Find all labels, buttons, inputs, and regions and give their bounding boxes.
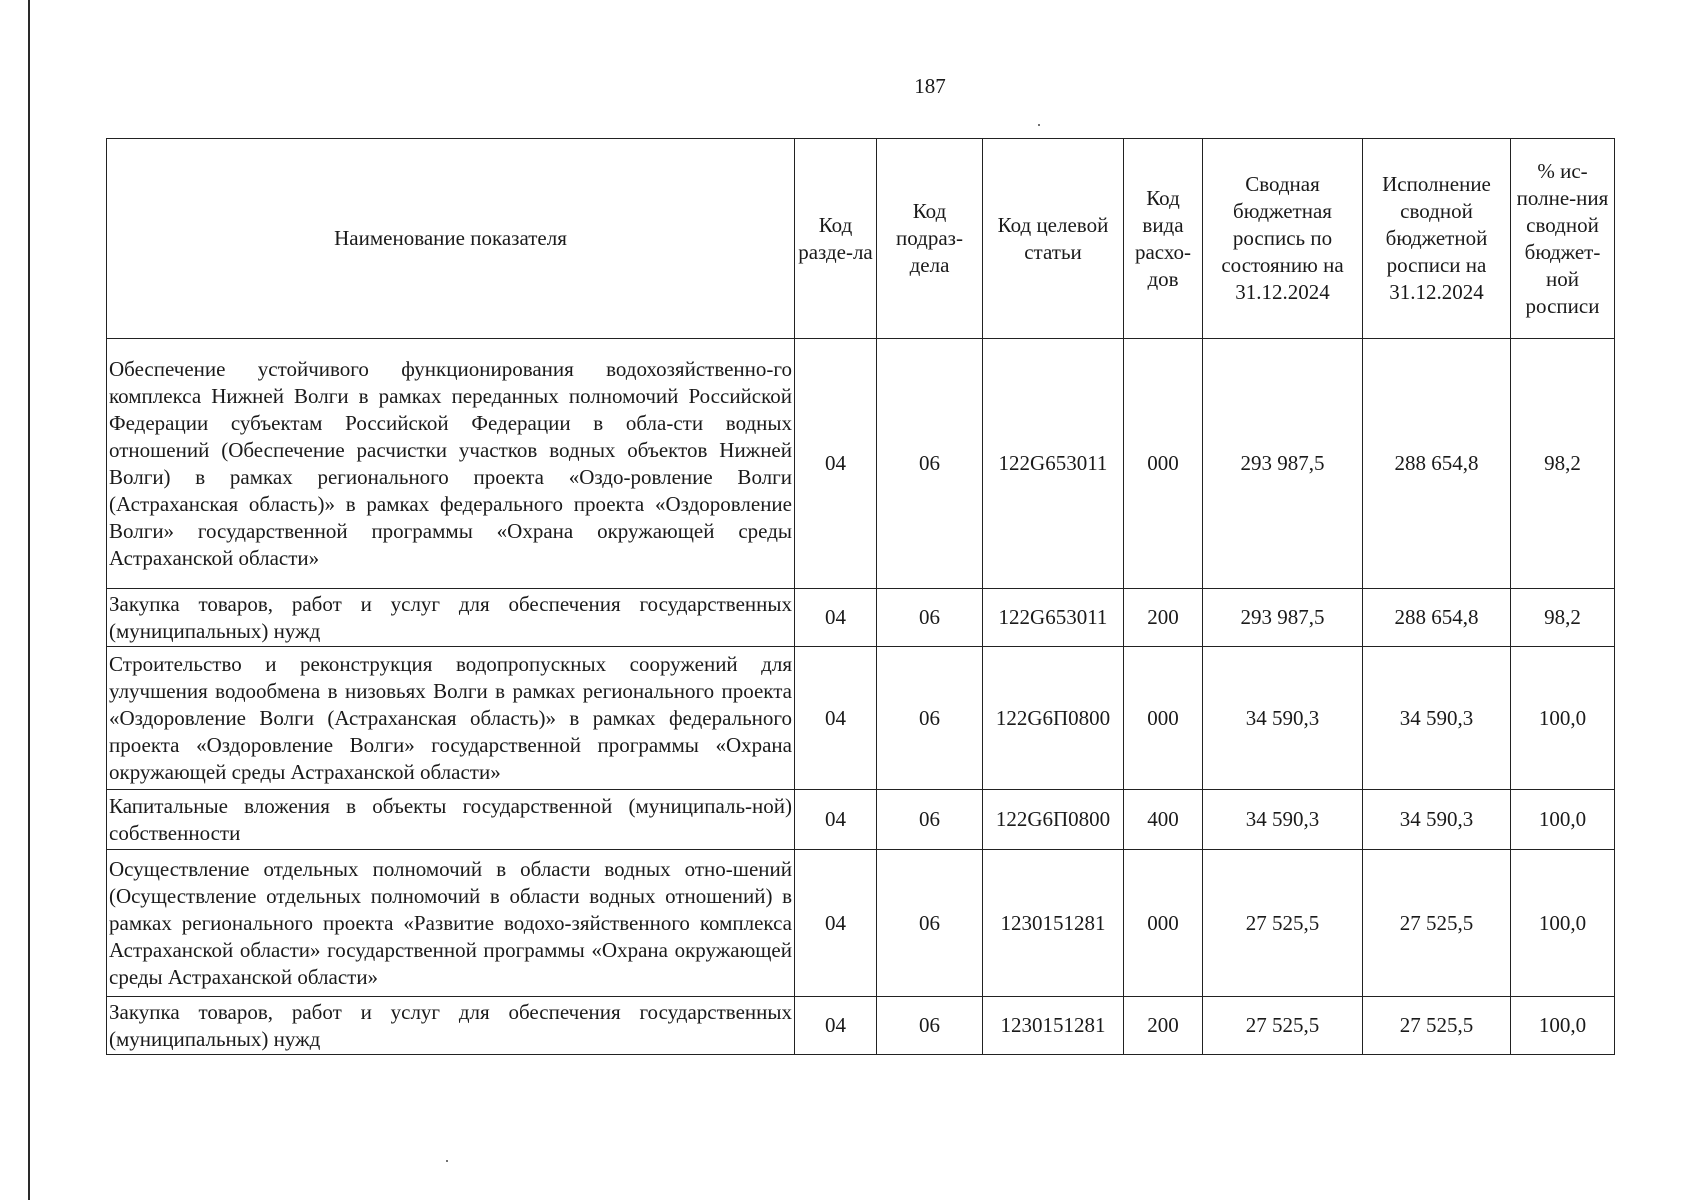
row-kind: 000 [1124,647,1203,790]
row-name: Обеспечение устойчивого функционирования водохозяйственно-го комплекса Нижней Волги в рамках переданных полномочий Российской Федерации субъектам Российской Федерации в обла-сти водных отношений (Обеспечение расчистки участков водных объектов Нижней Волги) в рамках регионального проекта «Оздо-ровление Волги (Астраханская область)» в рамках федерального проекта «Оздоровление Волги» государственной программы «Охрана окружающей среды Астраханской области» [107,339,795,589]
header-expense-kind: Код вида расхо-дов [1124,139,1203,339]
header-execution: Исполнение сводной бюджетной росписи на 31.12.2024 [1363,139,1511,339]
row-target: 122G6П0800 [983,647,1124,790]
row-subsection: 06 [877,647,983,790]
row-plan: 27 525,5 [1203,997,1363,1055]
row-plan: 293 987,5 [1203,339,1363,589]
row-name: Капитальные вложения в объекты государственной (муниципаль-ной) собственности [107,790,795,850]
row-kind: 000 [1124,850,1203,997]
header-percent: % ис-полне-ния сводной бюджет-ной росписи [1511,139,1615,339]
row-subsection: 06 [877,339,983,589]
scan-speck [1038,124,1040,126]
row-percent: 100,0 [1511,850,1615,997]
row-section: 04 [795,850,877,997]
row-section: 04 [795,790,877,850]
row-subsection: 06 [877,790,983,850]
row-execution: 34 590,3 [1363,790,1511,850]
header-subsection-code: Код подраз-дела [877,139,983,339]
row-plan: 34 590,3 [1203,790,1363,850]
row-section: 04 [795,647,877,790]
row-name: Осуществление отдельных полномочий в области водных отно-шений (Осуществление отдельных полномочий в области водных отношений) в рамках регионального проекта «Развитие водохо-зяйственного комплекса Астраханской области» государственной программы «Охрана окружающей среды Астраханской области» [107,850,795,997]
row-percent: 100,0 [1511,790,1615,850]
row-execution: 288 654,8 [1363,339,1511,589]
table-row [107,790,1615,850]
row-name: Строительство и реконструкция водопропускных сооружений для улучшения водообмена в низовьях Волги в рамках регионального проекта «Оздоровление Волги (Астраханская область)» в рамках федерального проекта «Оздоровление Волги» государственной программы «Охрана окружающей среды Астраханской области» [107,647,795,790]
table-row [107,339,1615,589]
header-budget-plan: Сводная бюджетная роспись по состоянию на 31.12.2024 [1203,139,1363,339]
row-plan: 34 590,3 [1203,647,1363,790]
row-plan: 27 525,5 [1203,850,1363,997]
scan-speck [446,1160,448,1162]
header-section-code: Код разде-ла [795,139,877,339]
table-header-row [107,139,1615,339]
table-row [107,647,1615,790]
row-percent: 98,2 [1511,589,1615,647]
row-subsection: 06 [877,589,983,647]
row-subsection: 06 [877,997,983,1055]
budget-table [106,138,1615,1055]
row-execution: 288 654,8 [1363,589,1511,647]
row-section: 04 [795,997,877,1055]
table-row [107,589,1615,647]
header-name: Наименование показателя [107,139,795,339]
row-kind: 200 [1124,997,1203,1055]
row-name: Закупка товаров, работ и услуг для обеспечения государственных (муниципальных) нужд [107,589,795,647]
header-target-code: Код целевой статьи [983,139,1124,339]
row-target: 122G6П0800 [983,790,1124,850]
row-percent: 100,0 [1511,997,1615,1055]
table-row [107,850,1615,997]
row-target: 1230151281 [983,997,1124,1055]
row-percent: 100,0 [1511,647,1615,790]
row-kind: 400 [1124,790,1203,850]
page-edge-line [28,0,30,1200]
row-target: 1230151281 [983,850,1124,997]
table-row [107,997,1615,1055]
row-execution: 27 525,5 [1363,850,1511,997]
row-section: 04 [795,339,877,589]
row-execution: 34 590,3 [1363,647,1511,790]
row-subsection: 06 [877,850,983,997]
row-percent: 98,2 [1511,339,1615,589]
row-target: 122G653011 [983,589,1124,647]
row-kind: 000 [1124,339,1203,589]
row-execution: 27 525,5 [1363,997,1511,1055]
page-number: 187 [914,74,946,98]
row-plan: 293 987,5 [1203,589,1363,647]
row-section: 04 [795,589,877,647]
row-kind: 200 [1124,589,1203,647]
row-target: 122G653011 [983,339,1124,589]
row-name: Закупка товаров, работ и услуг для обеспечения государственных (муниципальных) нужд [107,997,795,1055]
